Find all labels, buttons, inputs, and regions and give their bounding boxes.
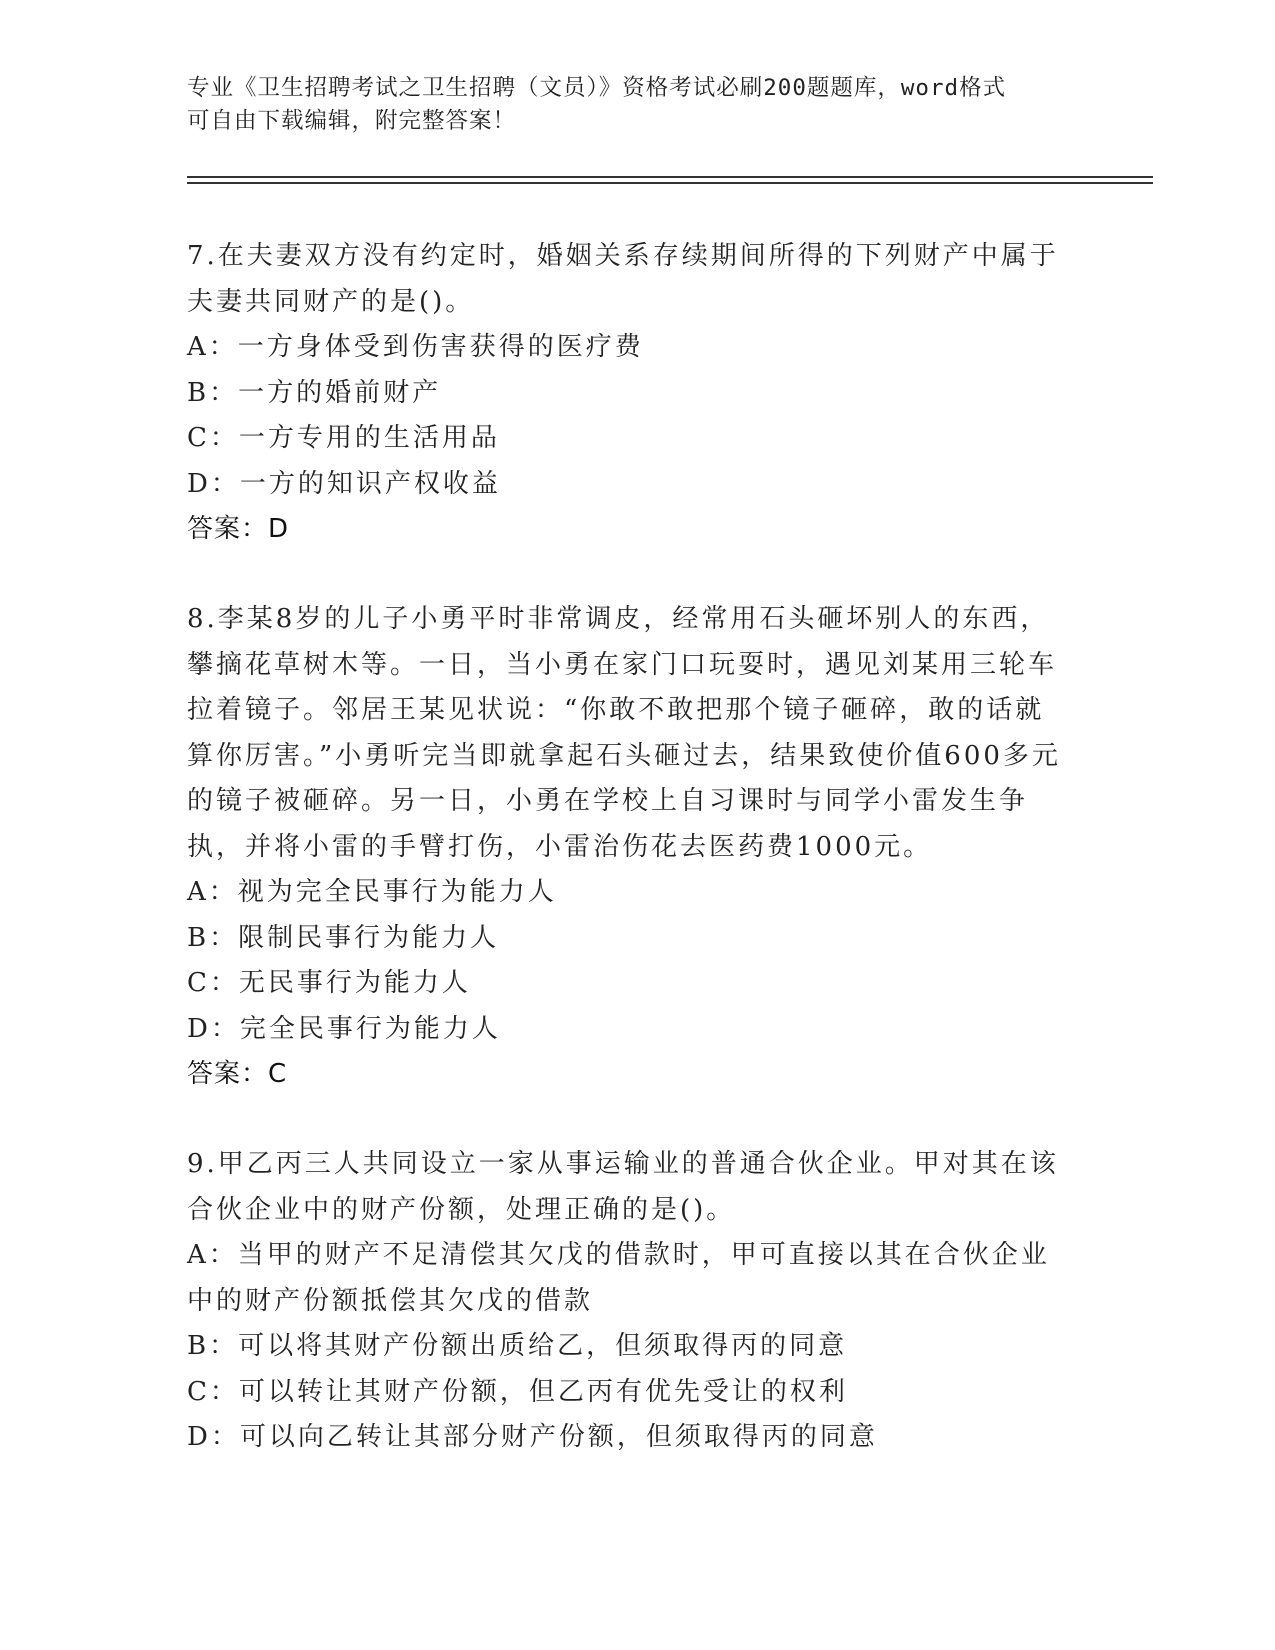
option-c: C：一方专用的生活用品 — [187, 423, 500, 453]
question-stem: 8.李某8岁的儿子小勇平时非常调皮，经常用石头砸坏别人的东西，攀摘花草树木等。一日，当小勇在家门口玩耍时，遇见刘某用三轮车拉着镜子。邻居王某见状说：“你敢不敢把那个镜子砸碎，敢的话就算你厉害。”小勇听完当即就拿起石头砸过去，结果致使价值600多元的镜子被砸碎。另一日，小勇在学校上自习课时与同学小雷发生争执，并将小雷的手臂打伤，小雷治伤花去医药费1000元。 — [187, 604, 1061, 862]
question-stem: 7.在夫妻双方没有约定时，婚姻关系存续期间所得的下列财产中属于夫妻共同财产的是()。 — [187, 241, 1059, 317]
option-d: D：一方的知识产权收益 — [187, 468, 501, 499]
option-c: C：可以转让其财产份额，但乙丙有优先受让的权利 — [187, 1376, 848, 1407]
option-d: D：可以向乙转让其部分财产份额，但须取得丙的同意 — [187, 1422, 878, 1452]
answer-label: 答案：D — [187, 514, 290, 544]
question-9 — [187, 1142, 1067, 1461]
question-stem: 9.甲乙丙三人共同设立一家从事运输业的普通合伙企业。甲对其在该合伙企业中的财产份额，处理正确的是()。 — [187, 1149, 1059, 1225]
option-b: B：可以将其财产份额出质给乙，但须取得丙的同意 — [187, 1331, 848, 1361]
option-a: A：视为完全民事行为能力人 — [187, 877, 557, 907]
option-c: C：无民事行为能力人 — [187, 968, 471, 998]
option-b: B：限制民事行为能力人 — [187, 922, 500, 953]
option-a: A：当甲的财产不足清偿其欠戊的借款时，甲可直接以其在合伙企业中的财产份额抵偿其欠戊的借款 — [187, 1240, 1050, 1316]
answer-label: 答案：C — [187, 1059, 288, 1089]
header-title-line-1: 专业《卫生招聘考试之卫生招聘（文员）》资格考试必刷200题题库，word格式 — [187, 75, 1007, 101]
option-b: B：一方的婚前财产 — [187, 377, 442, 408]
header-divider-top — [187, 176, 1153, 178]
option-a: A：一方身体受到伤害获得的医疗费 — [187, 332, 644, 362]
header-divider-bottom — [187, 182, 1153, 184]
document-header — [187, 72, 1087, 138]
option-d: D：完全民事行为能力人 — [187, 1013, 501, 1044]
question-7 — [187, 234, 1067, 553]
header-title-line-2: 可自由下载编辑，附完整答案！ — [187, 108, 517, 134]
question-8 — [187, 597, 1067, 1098]
